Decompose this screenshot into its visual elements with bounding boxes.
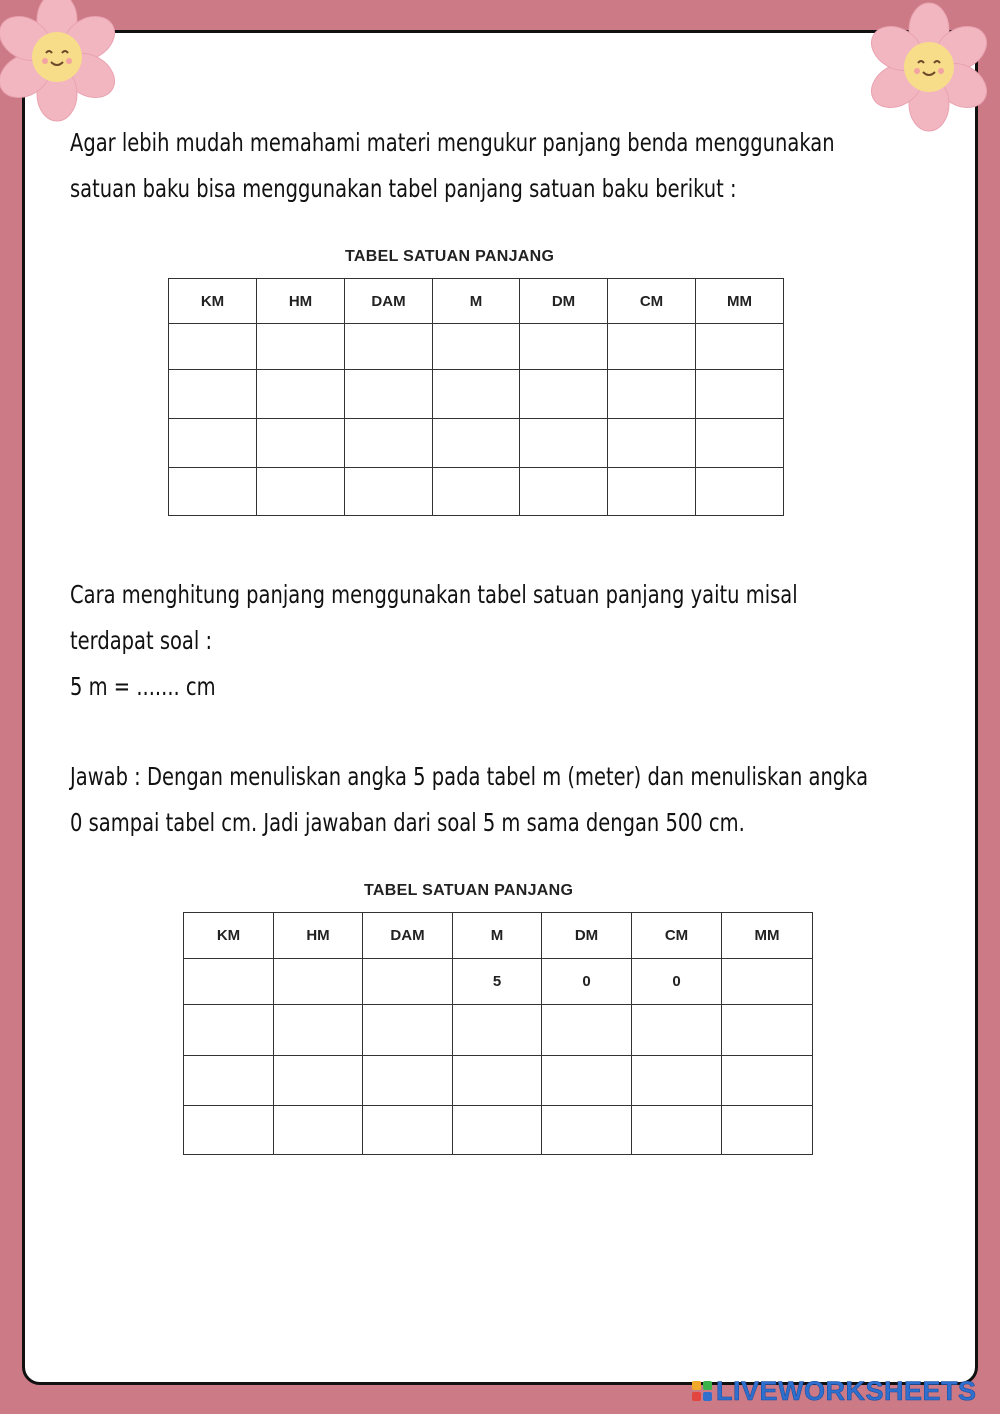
table-cell [184, 1106, 274, 1155]
table-cell [722, 1106, 813, 1155]
table-cell [608, 370, 696, 419]
unit-table-example [183, 912, 813, 1155]
table-header-row [184, 913, 813, 959]
logo-mark-icon [692, 1381, 712, 1401]
answer-line-1: Jawab : Dengan menuliskan angka 5 pada tabel m (meter) dan menuliskan angka [70, 762, 869, 791]
header-cell: DM [542, 913, 632, 959]
table-cell [169, 370, 257, 419]
header-cell: M [453, 913, 542, 959]
table-row [169, 468, 784, 516]
header-cell: KM [184, 913, 274, 959]
table-cell [257, 419, 345, 468]
table-cell [608, 468, 696, 516]
logo-text: LIVEWORKSHEETS [716, 1375, 977, 1406]
table-cell [696, 370, 784, 419]
table-cell [274, 1106, 363, 1155]
table-cell [542, 1056, 632, 1106]
intro-line-2: satuan baku bisa menggunakan tabel panjang satuan baku berikut : [70, 174, 737, 203]
table-cell [433, 468, 520, 516]
header-cell: DM [520, 279, 608, 324]
header-cell: HM [257, 279, 345, 324]
table-row [169, 419, 784, 468]
unit-table-empty [168, 278, 784, 516]
table-cell [453, 1106, 542, 1155]
table-cell [632, 1056, 722, 1106]
table-cell [608, 324, 696, 370]
method-line-2: terdapat soal : [70, 626, 213, 655]
table-cell [608, 419, 696, 468]
table-cell [257, 370, 345, 419]
table-cell [169, 419, 257, 468]
header-cell: KM [169, 279, 257, 324]
answer-paragraph [70, 754, 869, 846]
table-cell [184, 959, 274, 1005]
table-cell [169, 324, 257, 370]
table-cell [722, 1005, 813, 1056]
intro-paragraph [70, 120, 835, 212]
table-cell [453, 1005, 542, 1056]
table-cell [433, 419, 520, 468]
table-cell [520, 419, 608, 468]
table-1-title: TABEL SATUAN PANJANG [345, 248, 555, 265]
header-cell: CM [608, 279, 696, 324]
table-row [184, 959, 813, 1005]
table-cell [274, 959, 363, 1005]
table-cell [345, 419, 433, 468]
table-row [169, 370, 784, 419]
method-paragraph [70, 572, 798, 710]
table-cell: 0 [632, 959, 722, 1005]
header-cell: M [433, 279, 520, 324]
table-cell [632, 1106, 722, 1155]
table-cell [520, 468, 608, 516]
table-cell [722, 1056, 813, 1106]
table-cell [696, 468, 784, 516]
table-cell [363, 1056, 453, 1106]
table-row [184, 1106, 813, 1155]
table-cell [696, 324, 784, 370]
table-cell: 0 [542, 959, 632, 1005]
table-cell [632, 1005, 722, 1056]
answer-line-2: 0 sampai tabel cm. Jadi jawaban dari soal 5 m sama dengan 500 cm. [70, 808, 745, 837]
liveworksheets-logo[interactable] [692, 1375, 977, 1406]
table-cell [542, 1106, 632, 1155]
table-cell: 5 [453, 959, 542, 1005]
table-cell [363, 959, 453, 1005]
table-cell [345, 370, 433, 419]
table-cell [433, 370, 520, 419]
table-cell [274, 1005, 363, 1056]
table-cell [363, 1106, 453, 1155]
header-cell: HM [274, 913, 363, 959]
table-row [184, 1005, 813, 1056]
header-cell: CM [632, 913, 722, 959]
table-cell [520, 324, 608, 370]
table-cell [696, 419, 784, 468]
table-2-title: TABEL SATUAN PANJANG [364, 882, 574, 899]
table-cell [184, 1005, 274, 1056]
table-header-row [169, 279, 784, 324]
method-line-1: Cara menghitung panjang menggunakan tabel satuan panjang yaitu misal [70, 580, 798, 609]
table-row [169, 324, 784, 370]
header-cell: DAM [345, 279, 433, 324]
table-cell [257, 468, 345, 516]
table-cell [520, 370, 608, 419]
table-cell [345, 324, 433, 370]
table-cell [542, 1005, 632, 1056]
header-cell: MM [696, 279, 784, 324]
table-cell [363, 1005, 453, 1056]
header-cell: DAM [363, 913, 453, 959]
intro-line-1: Agar lebih mudah memahami materi mengukur panjang benda menggunakan [70, 128, 835, 157]
table-cell [345, 468, 433, 516]
table-cell [722, 959, 813, 1005]
header-cell: MM [722, 913, 813, 959]
table-cell [274, 1056, 363, 1106]
table-cell [184, 1056, 274, 1106]
flower-icon [864, 2, 994, 132]
table-cell [257, 324, 345, 370]
flower-icon [0, 0, 122, 122]
table-cell [453, 1056, 542, 1106]
table-row [184, 1056, 813, 1106]
table-cell [169, 468, 257, 516]
table-cell [433, 324, 520, 370]
problem-statement: 5 m = ....... cm [70, 672, 216, 701]
